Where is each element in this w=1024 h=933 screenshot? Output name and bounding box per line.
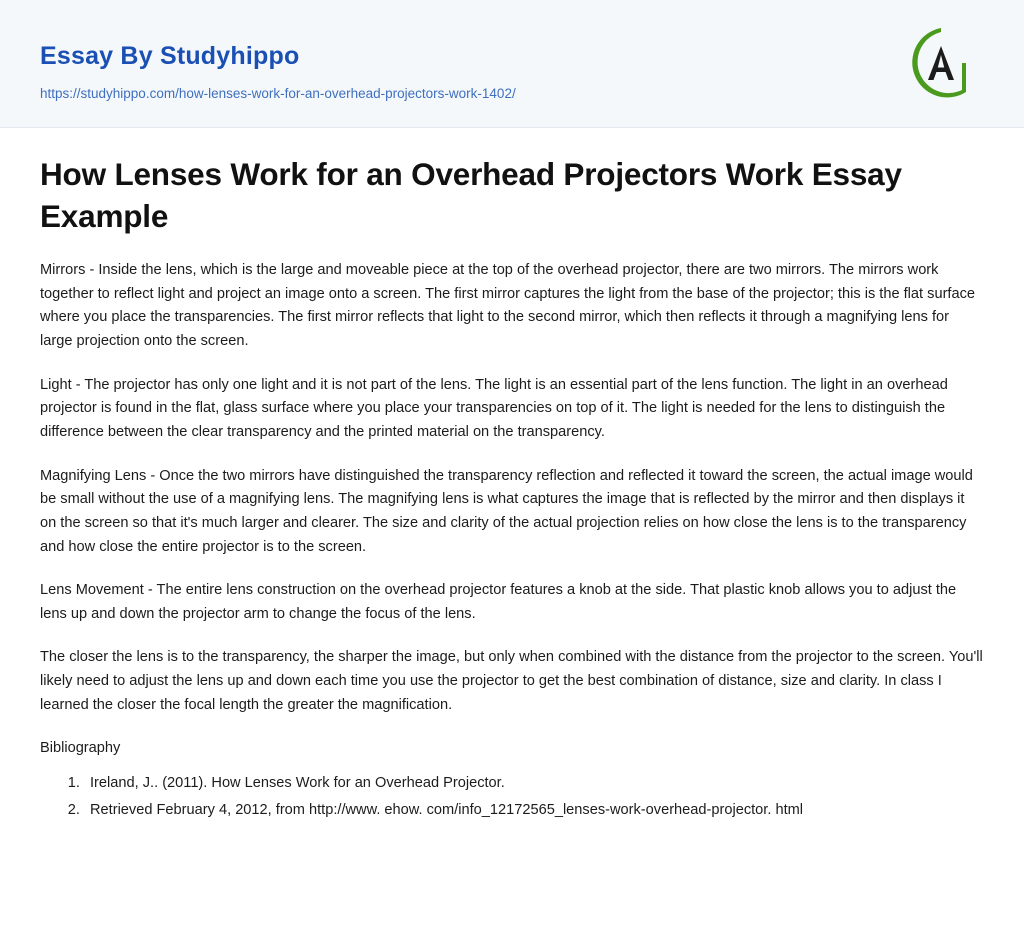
paragraph-mirrors: Mirrors - Inside the lens, which is the large and moveable piece at the top of the overhead projector, there are two mirrors. The mirrors work together to reflect light and project an image onto a screen. The first mirror captures the light from the base of the projector; this is the flat surface where you place the transparencies. The first mirror reflects that light to the second mirror, which then reflects it through a magnifying lens for large projection onto the screen. bbox=[40, 262, 976, 350]
bibliography-heading: Bibliography bbox=[40, 740, 121, 757]
page-title: How Lenses Work for an Overhead Projectors Work Essay Example bbox=[40, 156, 902, 234]
bibliography-list bbox=[40, 771, 984, 823]
paragraph-light: Light - The projector has only one light and it is not part of the lens. The light is an essential part of the lens function. The light in an overhead projector is found in the flat, glass surface where you place your transparencies on top of it. The light is needed for the lens to distinguish the difference between the clear transparency and the printed material on the transparency. bbox=[40, 376, 948, 440]
paragraph-conclusion: The closer the lens is to the transparency, the sharper the image, but only when combined with the distance from the projector to the screen. You'll likely need to adjust the lens up and down each time you use the projector to get the best combination of distance, size and clarity. In class I learned the closer the focal length the greater the magnification. bbox=[40, 649, 983, 713]
letter-a-circle-logo-icon bbox=[900, 22, 982, 104]
site-header bbox=[0, 0, 1024, 127]
source-url-link[interactable]: https://studyhippo.com/how-lenses-work-for-an-overhead-projectors-work-1402/ bbox=[40, 86, 516, 101]
list-item: 1. Ireland, J.. (2011). How Lenses Work for an Overhead Projector. bbox=[84, 771, 984, 796]
paragraph-lens-movement: Lens Movement - The entire lens construction on the overhead projector features a knob at the side. That plastic knob allows you to adjust the lens up and down the projector arm to change the focus of the lens. bbox=[40, 582, 957, 622]
document-content bbox=[0, 128, 1024, 823]
paragraph-magnifying-lens: Magnifying Lens - Once the two mirrors have distinguished the transparency reflection and reflected it toward the screen, the actual image would be small without the use of a magnifying lens. The magnifying lens is what captures the image that is reflected by the mirror and then displays it on the screen so that it's much larger and clearer. The size and clarity of the actual projection relies on how close the lens is to the transparency and how close the entire projector is to the screen. bbox=[40, 467, 973, 555]
site-brand: Essay By Studyhippo bbox=[40, 42, 300, 70]
list-item: 2. Retrieved February 4, 2012, from http://www. ehow. com/info_12172565_lenses-work-overhead-projector. html bbox=[84, 798, 984, 823]
